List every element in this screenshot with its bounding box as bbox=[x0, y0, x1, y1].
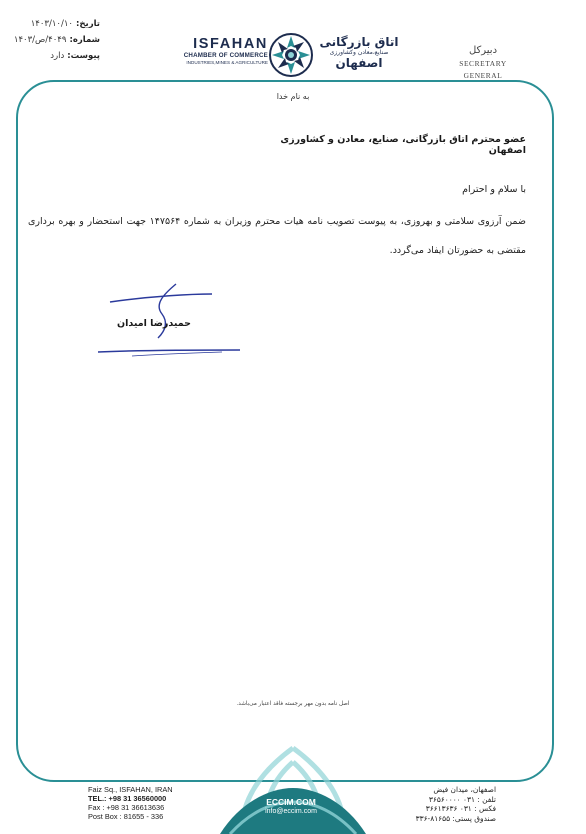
footer-emblem-icon bbox=[200, 742, 386, 834]
footer-box-en: Post Box : 81655 - 336 bbox=[88, 812, 164, 821]
recipient-line: عضو محترم اتاق بازرگانی، صنایع، معادن و کشاورزی اصفهان bbox=[280, 134, 526, 156]
office-title-en: SECRETARY GENERAL bbox=[459, 59, 507, 80]
chamber-emblem-icon bbox=[268, 32, 314, 78]
footer-tel-en: TEL.: +98 31 36560000 bbox=[88, 794, 167, 803]
footer-fax-en: Fax : +98 31 36613636 bbox=[88, 803, 165, 812]
attachment-row bbox=[8, 48, 100, 64]
email[interactable]: info@eccim.com bbox=[265, 808, 317, 815]
footer-contact-en bbox=[88, 785, 188, 821]
logo-chamber-en: CHAMBER OF COMMERCE bbox=[183, 52, 268, 59]
logo-chamber-fa: اتاق بازرگانی bbox=[319, 35, 399, 49]
office-title-fa: دبیرکل bbox=[468, 45, 498, 56]
footer-contact-fa bbox=[402, 785, 496, 823]
date-row bbox=[8, 16, 100, 32]
signatory-name: حمیدرضا امیدان bbox=[117, 318, 191, 329]
footer-fax-fa: فکس : ۰۳۱ ۳۶۶۱۳۶۳۶ bbox=[425, 804, 496, 813]
footer-address-fa: اصفهان، میدان فیض bbox=[433, 785, 496, 794]
logo-city-fa: اصفهان bbox=[335, 56, 383, 70]
footer-web bbox=[236, 797, 346, 816]
number-row bbox=[8, 32, 100, 48]
footer-tel-fa: تلفن : ۰۳۱ ۳۶۵۶۰۰۰۰ bbox=[428, 794, 496, 804]
footer-box-fa: صندوق پستی: ۸۱۶۵۵-۳۳۶ bbox=[415, 813, 496, 823]
office-title bbox=[440, 44, 526, 82]
date-label: تاریخ: bbox=[76, 19, 100, 29]
logo-sub-en: INDUSTRIES,MINES & AGRICULTURE bbox=[186, 60, 268, 65]
letter-body: ضمن آرزوی سلامتی و بهروزی، به پیوست تصویب نامه هیات محترم وزیران به شماره ۱۴۷۵۶۴ جهت استحضار و بهره برداری مقتضی به حضورتان ایفاد می‌گردد. bbox=[28, 216, 526, 256]
website[interactable]: ECCIM.COM bbox=[266, 797, 316, 807]
attachment-label: پیوست: bbox=[67, 51, 100, 61]
footer-address-en: Faiz Sq., ISFAHAN, IRAN bbox=[88, 785, 173, 794]
validity-note: اصل نامه بدون مهر برجسته فاقد اعتبار می‌باشد. bbox=[236, 701, 350, 707]
logo-sub-fa: صنایع،معادن وکشاورزی bbox=[329, 49, 389, 56]
logo-city-en: ISFAHAN bbox=[193, 36, 268, 52]
date-value: ۱۴۰۳/۱۰/۱۰ bbox=[30, 19, 73, 29]
logo-persian bbox=[316, 36, 402, 70]
attachment-value: دارد bbox=[50, 51, 65, 61]
number-label: شماره: bbox=[69, 35, 100, 45]
greeting: با سلام و احترام bbox=[462, 184, 526, 195]
letter-meta bbox=[8, 16, 100, 64]
logo-english bbox=[176, 37, 268, 66]
number-value: ۴۰۴۹/ص/۱۴۰۳ bbox=[13, 35, 67, 45]
basmala: به نام خدا bbox=[276, 92, 310, 101]
